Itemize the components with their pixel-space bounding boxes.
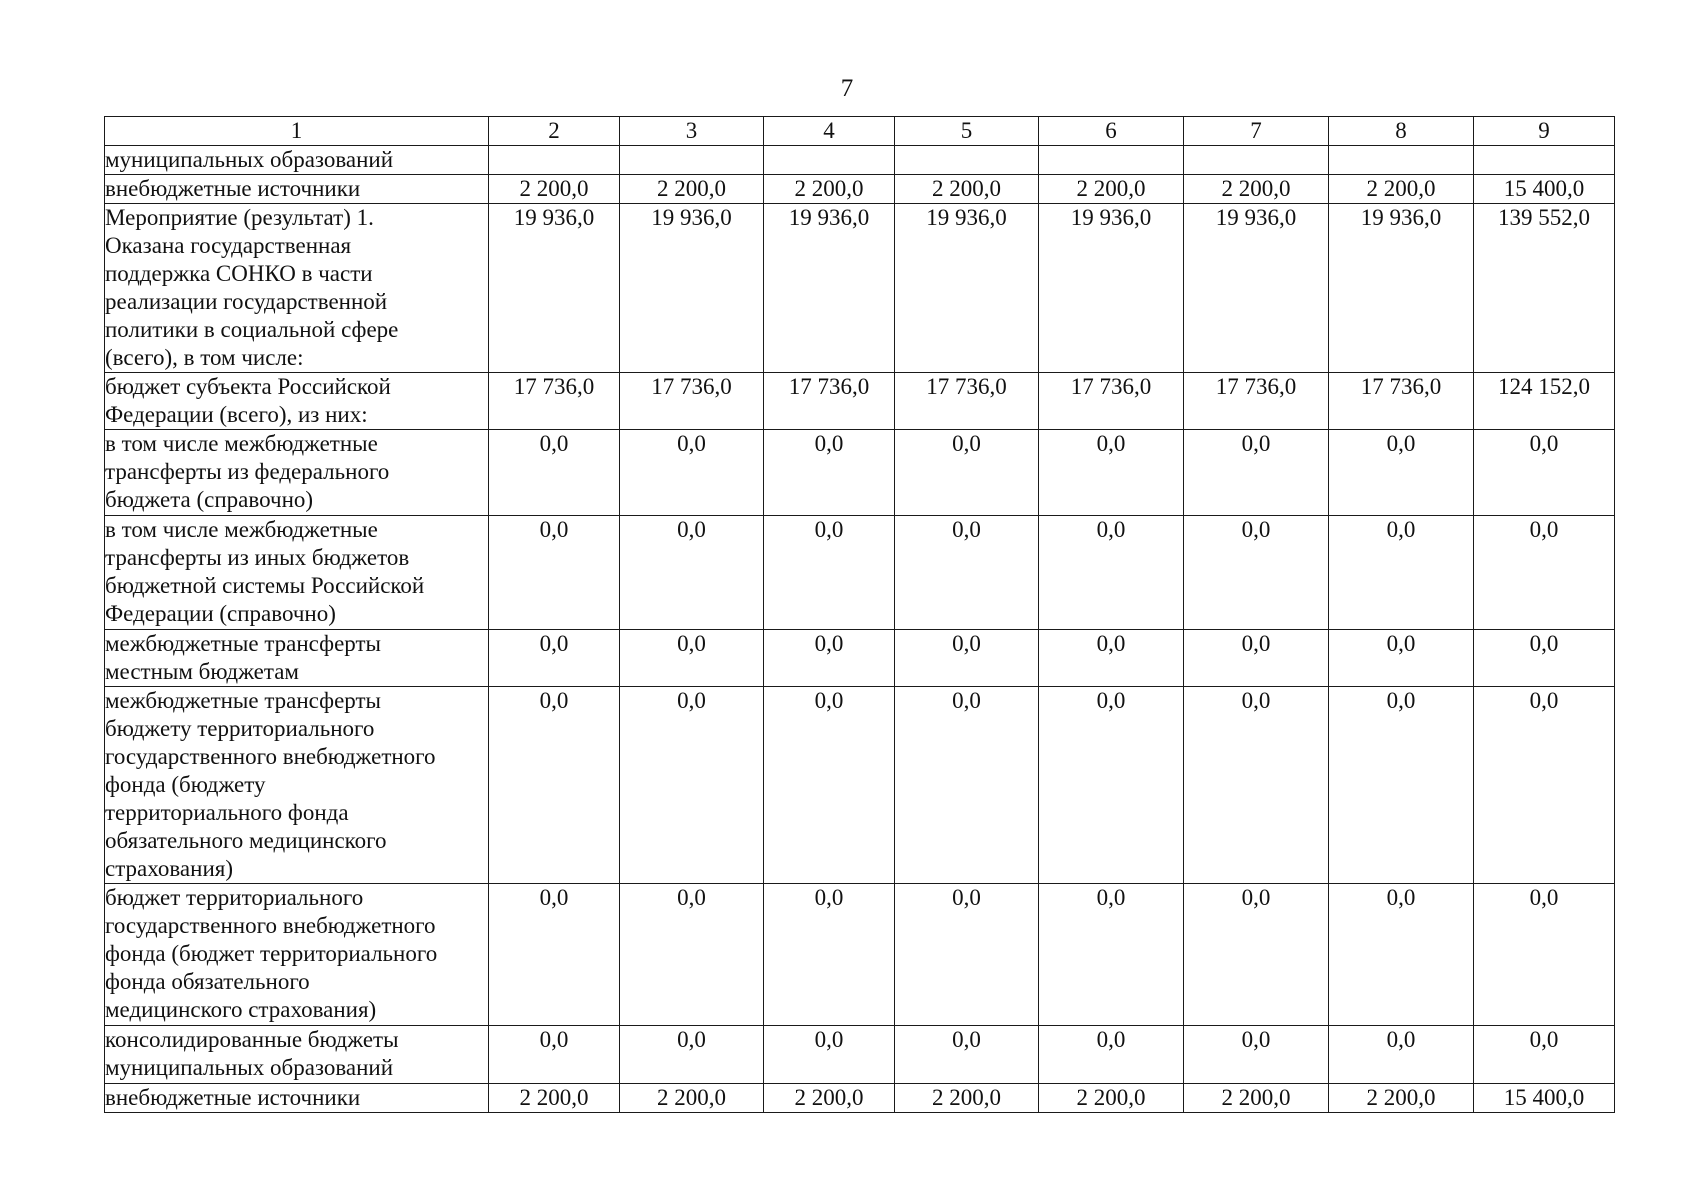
value-cell: 0,0 bbox=[620, 430, 764, 516]
row-label bbox=[105, 175, 489, 204]
value-cell: 2 200,0 bbox=[620, 1084, 764, 1113]
table-row bbox=[105, 687, 1615, 884]
row-label bbox=[105, 1026, 489, 1084]
value-cell bbox=[620, 146, 764, 175]
value-cell: 0,0 bbox=[1474, 516, 1615, 630]
value-cell: 19 936,0 bbox=[489, 204, 620, 373]
value-cell: 0,0 bbox=[1329, 630, 1474, 687]
row-label-line: территориального фонда bbox=[105, 800, 349, 825]
value-cell: 2 200,0 bbox=[489, 175, 620, 204]
row-label-line: бюджету территориального bbox=[105, 716, 375, 741]
value-cell: 0,0 bbox=[1184, 630, 1329, 687]
value-cell: 2 200,0 bbox=[895, 175, 1039, 204]
value-cell: 2 200,0 bbox=[489, 1084, 620, 1113]
value-cell: 0,0 bbox=[1329, 687, 1474, 884]
value-cell: 17 736,0 bbox=[895, 373, 1039, 430]
value-cell bbox=[764, 146, 895, 175]
value-cell: 0,0 bbox=[1039, 884, 1184, 1026]
value-cell: 19 936,0 bbox=[1329, 204, 1474, 373]
value-cell bbox=[1039, 146, 1184, 175]
header-row bbox=[105, 117, 1615, 146]
value-cell: 0,0 bbox=[489, 516, 620, 630]
value-cell: 0,0 bbox=[1474, 430, 1615, 516]
value-cell: 0,0 bbox=[1329, 516, 1474, 630]
value-cell: 0,0 bbox=[895, 516, 1039, 630]
row-label-line: реализации государственной bbox=[105, 289, 388, 314]
value-cell: 0,0 bbox=[764, 430, 895, 516]
value-cell: 0,0 bbox=[620, 687, 764, 884]
value-cell: 0,0 bbox=[489, 430, 620, 516]
value-cell: 19 936,0 bbox=[895, 204, 1039, 373]
value-cell: 0,0 bbox=[1039, 1026, 1184, 1084]
value-cell: 139 552,0 bbox=[1474, 204, 1615, 373]
value-cell: 0,0 bbox=[1184, 516, 1329, 630]
table-row bbox=[105, 1084, 1615, 1113]
value-cell: 17 736,0 bbox=[1184, 373, 1329, 430]
row-label-line: трансферты из иных бюджетов bbox=[105, 545, 410, 570]
row-label bbox=[105, 204, 489, 373]
row-label-line: межбюджетные трансферты bbox=[105, 688, 381, 713]
value-cell: 0,0 bbox=[1184, 687, 1329, 884]
row-label-line: фонда (бюджет территориального bbox=[105, 941, 438, 966]
value-cell: 0,0 bbox=[895, 687, 1039, 884]
row-label-line: в том числе межбюджетные bbox=[105, 517, 378, 542]
value-cell bbox=[895, 146, 1039, 175]
value-cell: 0,0 bbox=[489, 630, 620, 687]
value-cell: 0,0 bbox=[620, 884, 764, 1026]
value-cell: 19 936,0 bbox=[1184, 204, 1329, 373]
value-cell: 15 400,0 bbox=[1474, 1084, 1615, 1113]
value-cell: 17 736,0 bbox=[1039, 373, 1184, 430]
value-cell: 2 200,0 bbox=[1039, 1084, 1184, 1113]
value-cell: 0,0 bbox=[1039, 687, 1184, 884]
row-label-line: Федерации (всего), из них: bbox=[105, 402, 368, 427]
value-cell: 19 936,0 bbox=[620, 204, 764, 373]
value-cell bbox=[1184, 146, 1329, 175]
value-cell: 0,0 bbox=[1184, 1026, 1329, 1084]
row-label bbox=[105, 430, 489, 516]
row-label bbox=[105, 687, 489, 884]
column-header: 6 bbox=[1039, 117, 1184, 146]
row-label-line: поддержка СОНКО в части bbox=[105, 261, 373, 286]
row-label-line: консолидированные бюджеты bbox=[105, 1027, 399, 1052]
row-label-line: страхования) bbox=[105, 856, 233, 881]
value-cell: 17 736,0 bbox=[1329, 373, 1474, 430]
column-header: 3 bbox=[620, 117, 764, 146]
table-row bbox=[105, 430, 1615, 516]
row-label-line: политики в социальной сфере bbox=[105, 317, 399, 342]
row-label-line: Мероприятие (результат) 1. bbox=[105, 205, 374, 230]
value-cell: 0,0 bbox=[1329, 884, 1474, 1026]
row-label-line: трансферты из федерального bbox=[105, 459, 390, 484]
table-row bbox=[105, 1026, 1615, 1084]
row-label-line: бюджет территориального bbox=[105, 885, 364, 910]
value-cell: 2 200,0 bbox=[764, 175, 895, 204]
row-label bbox=[105, 373, 489, 430]
value-cell: 2 200,0 bbox=[1184, 1084, 1329, 1113]
value-cell: 0,0 bbox=[1184, 884, 1329, 1026]
row-label-line: муниципальных образований bbox=[105, 1055, 394, 1080]
value-cell: 0,0 bbox=[764, 884, 895, 1026]
value-cell: 0,0 bbox=[1474, 1026, 1615, 1084]
value-cell: 2 200,0 bbox=[620, 175, 764, 204]
row-label-line: муниципальных образований bbox=[105, 147, 394, 172]
row-label bbox=[105, 146, 489, 175]
row-label-line: (всего), в том числе: bbox=[105, 345, 304, 370]
row-label bbox=[105, 1084, 489, 1113]
column-header: 9 bbox=[1474, 117, 1615, 146]
table-row bbox=[105, 204, 1615, 373]
value-cell: 0,0 bbox=[1184, 430, 1329, 516]
value-cell: 0,0 bbox=[489, 1026, 620, 1084]
column-header: 1 bbox=[105, 117, 489, 146]
table-row bbox=[105, 630, 1615, 687]
value-cell: 0,0 bbox=[1039, 630, 1184, 687]
value-cell: 2 200,0 bbox=[895, 1084, 1039, 1113]
value-cell: 2 200,0 bbox=[1329, 1084, 1474, 1113]
row-label-line: государственного внебюджетного bbox=[105, 913, 436, 938]
table-row bbox=[105, 516, 1615, 630]
row-label-line: фонда обязательного bbox=[105, 969, 310, 994]
value-cell: 0,0 bbox=[620, 1026, 764, 1084]
value-cell: 0,0 bbox=[1474, 687, 1615, 884]
row-label bbox=[105, 516, 489, 630]
row-label-line: обязательного медицинского bbox=[105, 828, 387, 853]
value-cell: 0,0 bbox=[489, 884, 620, 1026]
row-label-line: медицинского страхования) bbox=[105, 997, 377, 1022]
value-cell: 0,0 bbox=[764, 1026, 895, 1084]
value-cell: 17 736,0 bbox=[489, 373, 620, 430]
value-cell: 0,0 bbox=[1039, 516, 1184, 630]
row-label-line: фонда (бюджету bbox=[105, 772, 266, 797]
row-label-line: бюджет субъекта Российской bbox=[105, 374, 391, 399]
row-label-line: бюджетной системы Российской bbox=[105, 573, 425, 598]
row-label-line: внебюджетные источники bbox=[105, 176, 361, 201]
row-label-line: Федерации (справочно) bbox=[105, 601, 336, 626]
table-row bbox=[105, 884, 1615, 1026]
value-cell: 0,0 bbox=[1474, 630, 1615, 687]
row-label-line: в том числе межбюджетные bbox=[105, 431, 378, 456]
column-header: 7 bbox=[1184, 117, 1329, 146]
value-cell bbox=[1329, 146, 1474, 175]
value-cell: 0,0 bbox=[1474, 884, 1615, 1026]
column-header: 2 bbox=[489, 117, 620, 146]
value-cell: 2 200,0 bbox=[1039, 175, 1184, 204]
value-cell: 17 736,0 bbox=[764, 373, 895, 430]
value-cell: 0,0 bbox=[764, 687, 895, 884]
value-cell: 0,0 bbox=[1329, 430, 1474, 516]
table-row bbox=[105, 373, 1615, 430]
table-row bbox=[105, 146, 1615, 175]
value-cell: 0,0 bbox=[895, 430, 1039, 516]
row-label-line: бюджета (справочно) bbox=[105, 487, 314, 512]
value-cell: 0,0 bbox=[764, 516, 895, 630]
value-cell: 17 736,0 bbox=[620, 373, 764, 430]
value-cell: 0,0 bbox=[1039, 430, 1184, 516]
value-cell: 0,0 bbox=[620, 630, 764, 687]
row-label-line: государственного внебюджетного bbox=[105, 744, 436, 769]
value-cell: 19 936,0 bbox=[1039, 204, 1184, 373]
value-cell: 0,0 bbox=[895, 1026, 1039, 1084]
value-cell: 2 200,0 bbox=[1329, 175, 1474, 204]
column-header: 5 bbox=[895, 117, 1039, 146]
row-label bbox=[105, 630, 489, 687]
value-cell: 124 152,0 bbox=[1474, 373, 1615, 430]
row-label-line: Оказана государственная bbox=[105, 233, 352, 258]
table-row bbox=[105, 175, 1615, 204]
value-cell: 0,0 bbox=[764, 630, 895, 687]
row-label-line: местным бюджетам bbox=[105, 659, 299, 684]
budget-table bbox=[104, 116, 1615, 1113]
value-cell: 2 200,0 bbox=[1184, 175, 1329, 204]
value-cell: 15 400,0 bbox=[1474, 175, 1615, 204]
value-cell: 0,0 bbox=[895, 630, 1039, 687]
value-cell bbox=[1474, 146, 1615, 175]
column-header: 8 bbox=[1329, 117, 1474, 146]
value-cell: 0,0 bbox=[620, 516, 764, 630]
row-label bbox=[105, 884, 489, 1026]
value-cell bbox=[489, 146, 620, 175]
column-header: 4 bbox=[764, 117, 895, 146]
row-label-line: межбюджетные трансферты bbox=[105, 631, 381, 656]
page-number: 7 bbox=[840, 75, 854, 102]
row-label-line: внебюджетные источники bbox=[105, 1085, 361, 1110]
value-cell: 19 936,0 bbox=[764, 204, 895, 373]
value-cell: 2 200,0 bbox=[764, 1084, 895, 1113]
value-cell: 0,0 bbox=[489, 687, 620, 884]
value-cell: 0,0 bbox=[895, 884, 1039, 1026]
value-cell: 0,0 bbox=[1329, 1026, 1474, 1084]
